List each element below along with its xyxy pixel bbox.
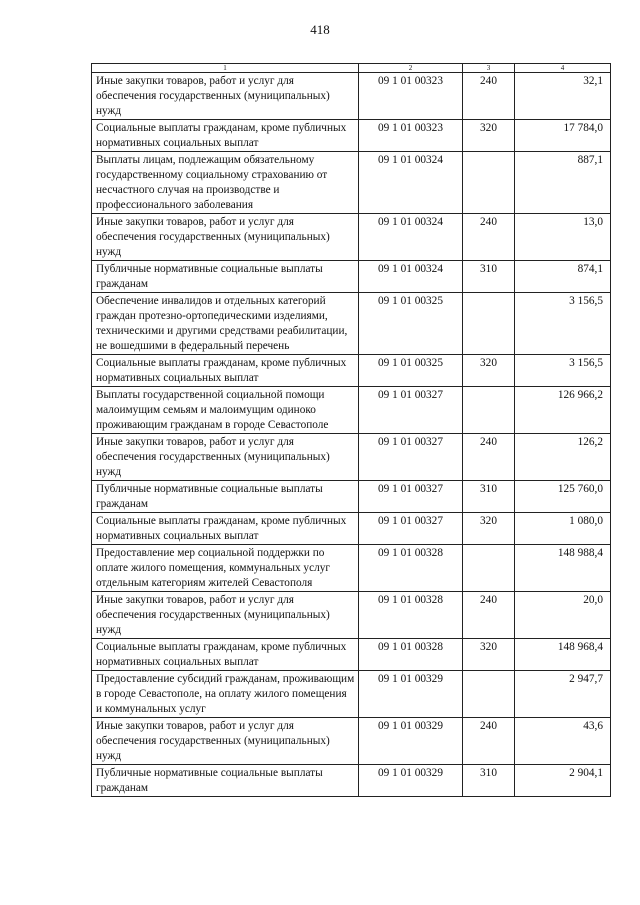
- row-expense-type: 240: [463, 73, 515, 120]
- row-description: Предоставление мер социальной поддержки по оплате жилого помещения, коммунальных услуг отдельным категориям жителей Севастополя: [92, 545, 359, 592]
- row-amount: 2 904,1: [515, 765, 611, 797]
- row-expense-type: 240: [463, 434, 515, 481]
- table-row: [92, 261, 611, 293]
- row-expense-type: 310: [463, 481, 515, 513]
- table-row: [92, 355, 611, 387]
- row-expense-type: 320: [463, 639, 515, 671]
- page-number: 418: [310, 22, 330, 37]
- row-code: 09 1 01 00323: [359, 73, 463, 120]
- row-code: 09 1 01 00324: [359, 261, 463, 293]
- row-expense-type: [463, 671, 515, 718]
- table-row: [92, 592, 611, 639]
- column-number-3: 3: [463, 64, 515, 73]
- column-number-2: 2: [359, 64, 463, 73]
- row-amount: 874,1: [515, 261, 611, 293]
- row-description: Публичные нормативные социальные выплаты гражданам: [92, 481, 359, 513]
- row-description: Публичные нормативные социальные выплаты гражданам: [92, 261, 359, 293]
- row-description: Социальные выплаты гражданам, кроме публичных нормативных социальных выплат: [92, 639, 359, 671]
- table-row: [92, 671, 611, 718]
- row-code: 09 1 01 00328: [359, 639, 463, 671]
- row-code: 09 1 01 00324: [359, 214, 463, 261]
- row-amount: 126 966,2: [515, 387, 611, 434]
- row-expense-type: 240: [463, 214, 515, 261]
- table-row: [92, 765, 611, 797]
- table-row: [92, 513, 611, 545]
- row-amount: 2 947,7: [515, 671, 611, 718]
- row-description: Иные закупки товаров, работ и услуг для обеспечения государственных (муниципальных) нужд: [92, 434, 359, 481]
- row-amount: 17 784,0: [515, 120, 611, 152]
- row-expense-type: [463, 293, 515, 355]
- row-description: Социальные выплаты гражданам, кроме публичных нормативных социальных выплат: [92, 120, 359, 152]
- row-expense-type: [463, 387, 515, 434]
- table-row: [92, 639, 611, 671]
- table-row: [92, 718, 611, 765]
- row-amount: 20,0: [515, 592, 611, 639]
- row-code: 09 1 01 00328: [359, 592, 463, 639]
- row-code: 09 1 01 00327: [359, 513, 463, 545]
- row-description: Выплаты государственной социальной помощи малоимущим семьям и малоимущим одиноко проживающим гражданам в городе Севастополе: [92, 387, 359, 434]
- row-code: 09 1 01 00329: [359, 718, 463, 765]
- row-description: Публичные нормативные социальные выплаты гражданам: [92, 765, 359, 797]
- row-description: Иные закупки товаров, работ и услуг для обеспечения государственных (муниципальных) нужд: [92, 592, 359, 639]
- row-code: 09 1 01 00329: [359, 765, 463, 797]
- row-amount: 3 156,5: [515, 355, 611, 387]
- table-row: [92, 120, 611, 152]
- table-row: [92, 73, 611, 120]
- row-description: Предоставление субсидий гражданам, проживающим в городе Севастополе, на оплату жилого помещения и коммунальных услуг: [92, 671, 359, 718]
- column-number-1: 1: [92, 64, 359, 73]
- row-amount: 148 968,4: [515, 639, 611, 671]
- table-row: [92, 434, 611, 481]
- row-code: 09 1 01 00325: [359, 293, 463, 355]
- row-amount: 13,0: [515, 214, 611, 261]
- table-row: [92, 387, 611, 434]
- row-amount: 125 760,0: [515, 481, 611, 513]
- column-number-4: 4: [515, 64, 611, 73]
- row-amount: 3 156,5: [515, 293, 611, 355]
- row-expense-type: 310: [463, 765, 515, 797]
- row-code: 09 1 01 00329: [359, 671, 463, 718]
- row-code: 09 1 01 00327: [359, 481, 463, 513]
- row-amount: 126,2: [515, 434, 611, 481]
- row-expense-type: [463, 152, 515, 214]
- row-amount: 148 988,4: [515, 545, 611, 592]
- row-expense-type: 240: [463, 592, 515, 639]
- row-amount: 32,1: [515, 73, 611, 120]
- row-expense-type: [463, 545, 515, 592]
- row-code: 09 1 01 00324: [359, 152, 463, 214]
- row-description: Иные закупки товаров, работ и услуг для обеспечения государственных (муниципальных) нужд: [92, 718, 359, 765]
- row-amount: 1 080,0: [515, 513, 611, 545]
- row-description: Иные закупки товаров, работ и услуг для обеспечения государственных (муниципальных) нужд: [92, 214, 359, 261]
- row-code: 09 1 01 00325: [359, 355, 463, 387]
- table-row: [92, 214, 611, 261]
- row-code: 09 1 01 00327: [359, 387, 463, 434]
- row-description: Социальные выплаты гражданам, кроме публичных нормативных социальных выплат: [92, 355, 359, 387]
- row-description: Социальные выплаты гражданам, кроме публичных нормативных социальных выплат: [92, 513, 359, 545]
- row-expense-type: 310: [463, 261, 515, 293]
- row-description: Выплаты лицам, подлежащим обязательному государственному социальному страхованию от несчастного случая на производстве и профессионального заболевания: [92, 152, 359, 214]
- row-amount: 887,1: [515, 152, 611, 214]
- row-expense-type: 240: [463, 718, 515, 765]
- row-code: 09 1 01 00328: [359, 545, 463, 592]
- column-number-row: [92, 64, 611, 73]
- row-expense-type: 320: [463, 513, 515, 545]
- row-code: 09 1 01 00327: [359, 434, 463, 481]
- row-amount: 43,6: [515, 718, 611, 765]
- table-row: [92, 481, 611, 513]
- table-row: [92, 293, 611, 355]
- row-code: 09 1 01 00323: [359, 120, 463, 152]
- budget-table: [91, 63, 611, 797]
- table-row: [92, 152, 611, 214]
- row-description: Иные закупки товаров, работ и услуг для обеспечения государственных (муниципальных) нужд: [92, 73, 359, 120]
- table-row: [92, 545, 611, 592]
- row-description: Обеспечение инвалидов и отдельных категорий граждан протезно-ортопедическими изделиями, техническими и другими средствами реабилитации, не вошедшими в федеральный перечень: [92, 293, 359, 355]
- row-expense-type: 320: [463, 355, 515, 387]
- row-expense-type: 320: [463, 120, 515, 152]
